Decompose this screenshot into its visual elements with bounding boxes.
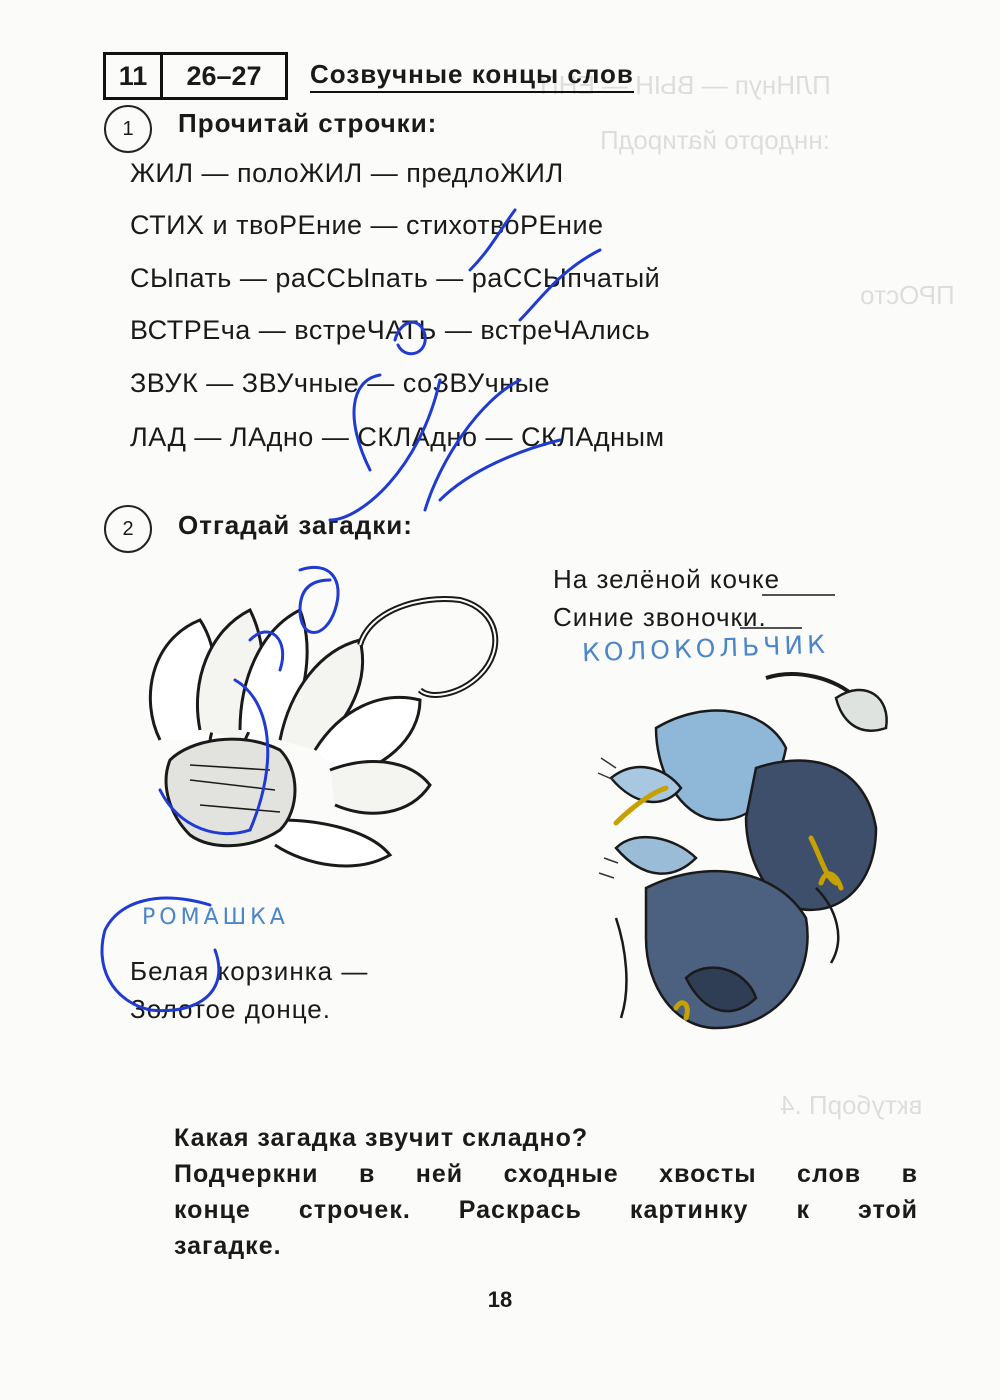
word-line: ЖИЛ — полоЖИЛ — предлоЖИЛ bbox=[130, 158, 564, 188]
question-line: конце строчек. Раскрась картинку к этой bbox=[174, 1196, 918, 1224]
riddle-line: На зелёной кочке bbox=[553, 564, 781, 594]
task-2-number: 2 bbox=[104, 505, 152, 553]
question-line: Подчеркни в ней сходные хвосты слов в bbox=[174, 1160, 918, 1188]
bleed-through-text: :нндорто йатиродП bbox=[600, 125, 830, 155]
bleed-through-text: вктуборП .4 bbox=[780, 1090, 923, 1120]
page-number: 18 bbox=[487, 1287, 513, 1312]
bleed-through-text: ПРОсто bbox=[860, 280, 955, 310]
word-line: ЗВУК — ЗВУчные — соЗВУчные bbox=[130, 368, 551, 398]
riddle-line: Белая корзинка — bbox=[130, 956, 369, 986]
task-2-title: Отгадай загадки: bbox=[178, 510, 413, 540]
question-line: Какая загадка звучит складно? bbox=[174, 1124, 589, 1152]
page-title: Созвучные концы слов bbox=[310, 59, 634, 93]
task-1-title: Прочитай строчки: bbox=[178, 108, 438, 138]
answer-bellflower: КОЛОКОЛЬЧИК bbox=[581, 629, 830, 668]
word-line: СЫпать — раССЫпать — раССЫпчатый bbox=[130, 263, 661, 293]
task-question bbox=[174, 1120, 918, 1264]
word-line: ВСТРЕча — встреЧАТЬ — встреЧАлись bbox=[130, 315, 651, 345]
riddle-line: Золотое донце. bbox=[130, 994, 331, 1024]
task-1-number: 1 bbox=[104, 105, 152, 153]
riddle-line: Синие звоночки. bbox=[553, 602, 767, 632]
bleed-through-text: ПЛНнуп — ВЫН — ЕНП bbox=[540, 70, 831, 100]
lesson-number: 11 bbox=[106, 55, 163, 97]
lesson-pages: 26–27 bbox=[186, 60, 262, 91]
answer-chamomile: РОМАШКА bbox=[142, 905, 289, 930]
word-line: СТИХ и твоРЕние — стихотвоРЕние bbox=[130, 210, 604, 240]
question-line: загадке. bbox=[174, 1232, 282, 1260]
word-line: ЛАД — ЛАдно — СКЛАдно — СКЛАдным bbox=[130, 422, 665, 452]
